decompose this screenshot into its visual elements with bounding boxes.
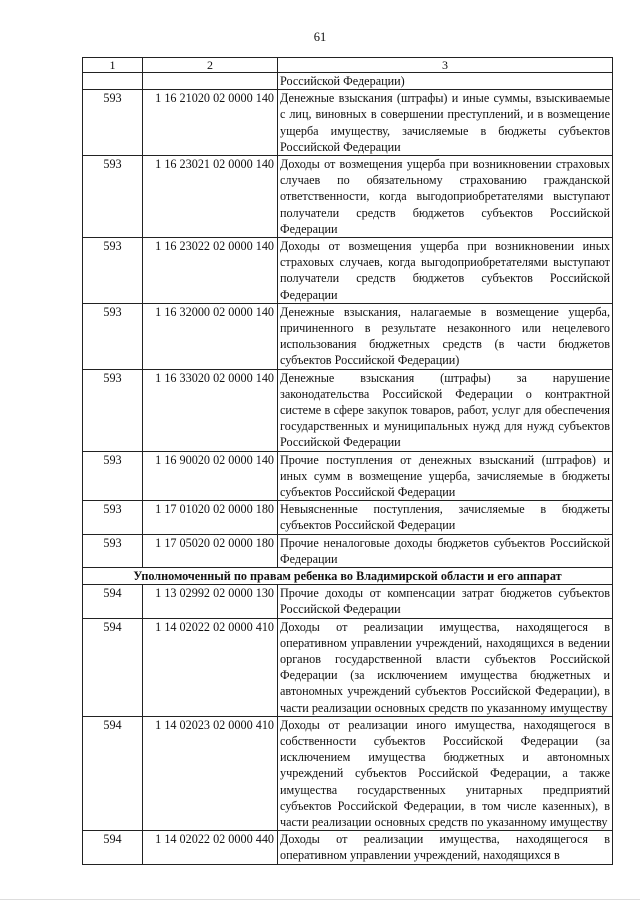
row-number: 593 (83, 303, 143, 369)
revenue-description: Невыясненные поступления, зачисляемые в бюджеты субъектов Российской Федерации (278, 501, 613, 534)
row-number: 594 (83, 831, 143, 864)
revenue-description: Прочие неналоговые доходы бюджетов субъектов Российской Федерации (278, 534, 613, 567)
table-row (83, 831, 613, 864)
row-number: 593 (83, 238, 143, 304)
row-number: 593 (83, 501, 143, 534)
table-row (83, 451, 613, 501)
revenue-code: 1 17 01020 02 0000 180 (143, 501, 278, 534)
revenue-description: Денежные взыскания, налагаемые в возмещение ущерба, причиненного в результате незаконного или нецелевого использования бюджетных средств (в части бюджетов субъектов Российской Федерации) (278, 303, 613, 369)
table-row (83, 534, 613, 567)
revenue-description: Доходы от реализации имущества, находящегося в оперативном управлении учреждений, находящихся в ведении органов государственной власти субъектов Российской Федерации (за исключением имущества бюджетных и автономных учреждений субъектов Российской Федерации), в части реализации основных средств по указанному имуществу (278, 618, 613, 716)
header-col-3: 3 (278, 58, 613, 73)
revenue-code: 1 14 02022 02 0000 410 (143, 618, 278, 716)
revenue-codes-table (82, 57, 613, 865)
revenue-description: Денежные взыскания (штрафы) и иные суммы, взыскиваемые с лиц, виновных в совершении преступлений, и в возмещение ущерба имуществу, зачисляемые в бюджеты субъектов Российской Федерации (278, 90, 613, 156)
table-row (83, 501, 613, 534)
revenue-description: Российской Федерации) (278, 73, 613, 90)
revenue-code (143, 73, 278, 90)
table-row (83, 73, 613, 90)
page-number: 61 (313, 30, 327, 44)
section-title: Уполномоченный по правам ребенка во Владимирской области и его аппарат (83, 568, 613, 585)
revenue-description: Прочие поступления от денежных взысканий (штрафов) и иных сумм в возмещение ущерба, зачисляемые в бюджеты субъектов Российской Федерации (278, 451, 613, 501)
revenue-description: Доходы от реализации иного имущества, находящегося в собственности субъектов Российской Федерации (за исключением имущества бюджетных и автономных учреждений субъектов Российской Федерации, а также имущества государственных унитарных предприятий субъектов Российской Федерации, в том числе казенных), в части реализации основных средств по указанному имуществу (278, 716, 613, 830)
revenue-code: 1 17 05020 02 0000 180 (143, 534, 278, 567)
row-number: 594 (83, 618, 143, 716)
revenue-code: 1 16 23022 02 0000 140 (143, 238, 278, 304)
row-number: 593 (83, 451, 143, 501)
row-number: 593 (83, 534, 143, 567)
revenue-description: Доходы от возмещения ущерба при возникновении страховых случаев по обязательному страхованию гражданской ответственности, когда выгодоприобретателями выступают получатели средств бюджетов субъектов Российской Федерации (278, 156, 613, 238)
row-number: 593 (83, 156, 143, 238)
header-col-1: 1 (83, 58, 143, 73)
row-number: 593 (83, 90, 143, 156)
revenue-code: 1 16 90020 02 0000 140 (143, 451, 278, 501)
table-row (83, 585, 613, 618)
revenue-code: 1 16 32000 02 0000 140 (143, 303, 278, 369)
table-row (83, 303, 613, 369)
revenue-code: 1 16 23021 02 0000 140 (143, 156, 278, 238)
row-number (83, 73, 143, 90)
revenue-description: Денежные взыскания (штрафы) за нарушение законодательства Российской Федерации о контрактной системе в сфере закупок товаров, работ, услуг для обеспечения государственных и муниципальных нужд для нужд субъектов Российской Федерации (278, 369, 613, 451)
row-number: 594 (83, 585, 143, 618)
table-row (83, 156, 613, 238)
table-row (83, 716, 613, 830)
revenue-code: 1 16 21020 02 0000 140 (143, 90, 278, 156)
revenue-description: Прочие доходы от компенсации затрат бюджетов субъектов Российской Федерации (278, 585, 613, 618)
row-number: 594 (83, 716, 143, 830)
revenue-code: 1 14 02023 02 0000 410 (143, 716, 278, 830)
revenue-code: 1 16 33020 02 0000 140 (143, 369, 278, 451)
page-bottom-edge (0, 899, 640, 900)
revenue-code: 1 14 02022 02 0000 440 (143, 831, 278, 864)
section-header-row (83, 568, 613, 585)
table-row (83, 369, 613, 451)
row-number: 593 (83, 369, 143, 451)
revenue-description: Доходы от возмещения ущерба при возникновении иных страховых случаев, когда выгодоприобретателями выступают получатели средств бюджетов субъектов Российской Федерации (278, 238, 613, 304)
table-header-row (83, 58, 613, 73)
table-row (83, 618, 613, 716)
table-row (83, 90, 613, 156)
table-row (83, 238, 613, 304)
revenue-description: Доходы от реализации имущества, находящегося в оперативном управлении учреждений, находящихся в (278, 831, 613, 864)
header-col-2: 2 (143, 58, 278, 73)
revenue-code: 1 13 02992 02 0000 130 (143, 585, 278, 618)
